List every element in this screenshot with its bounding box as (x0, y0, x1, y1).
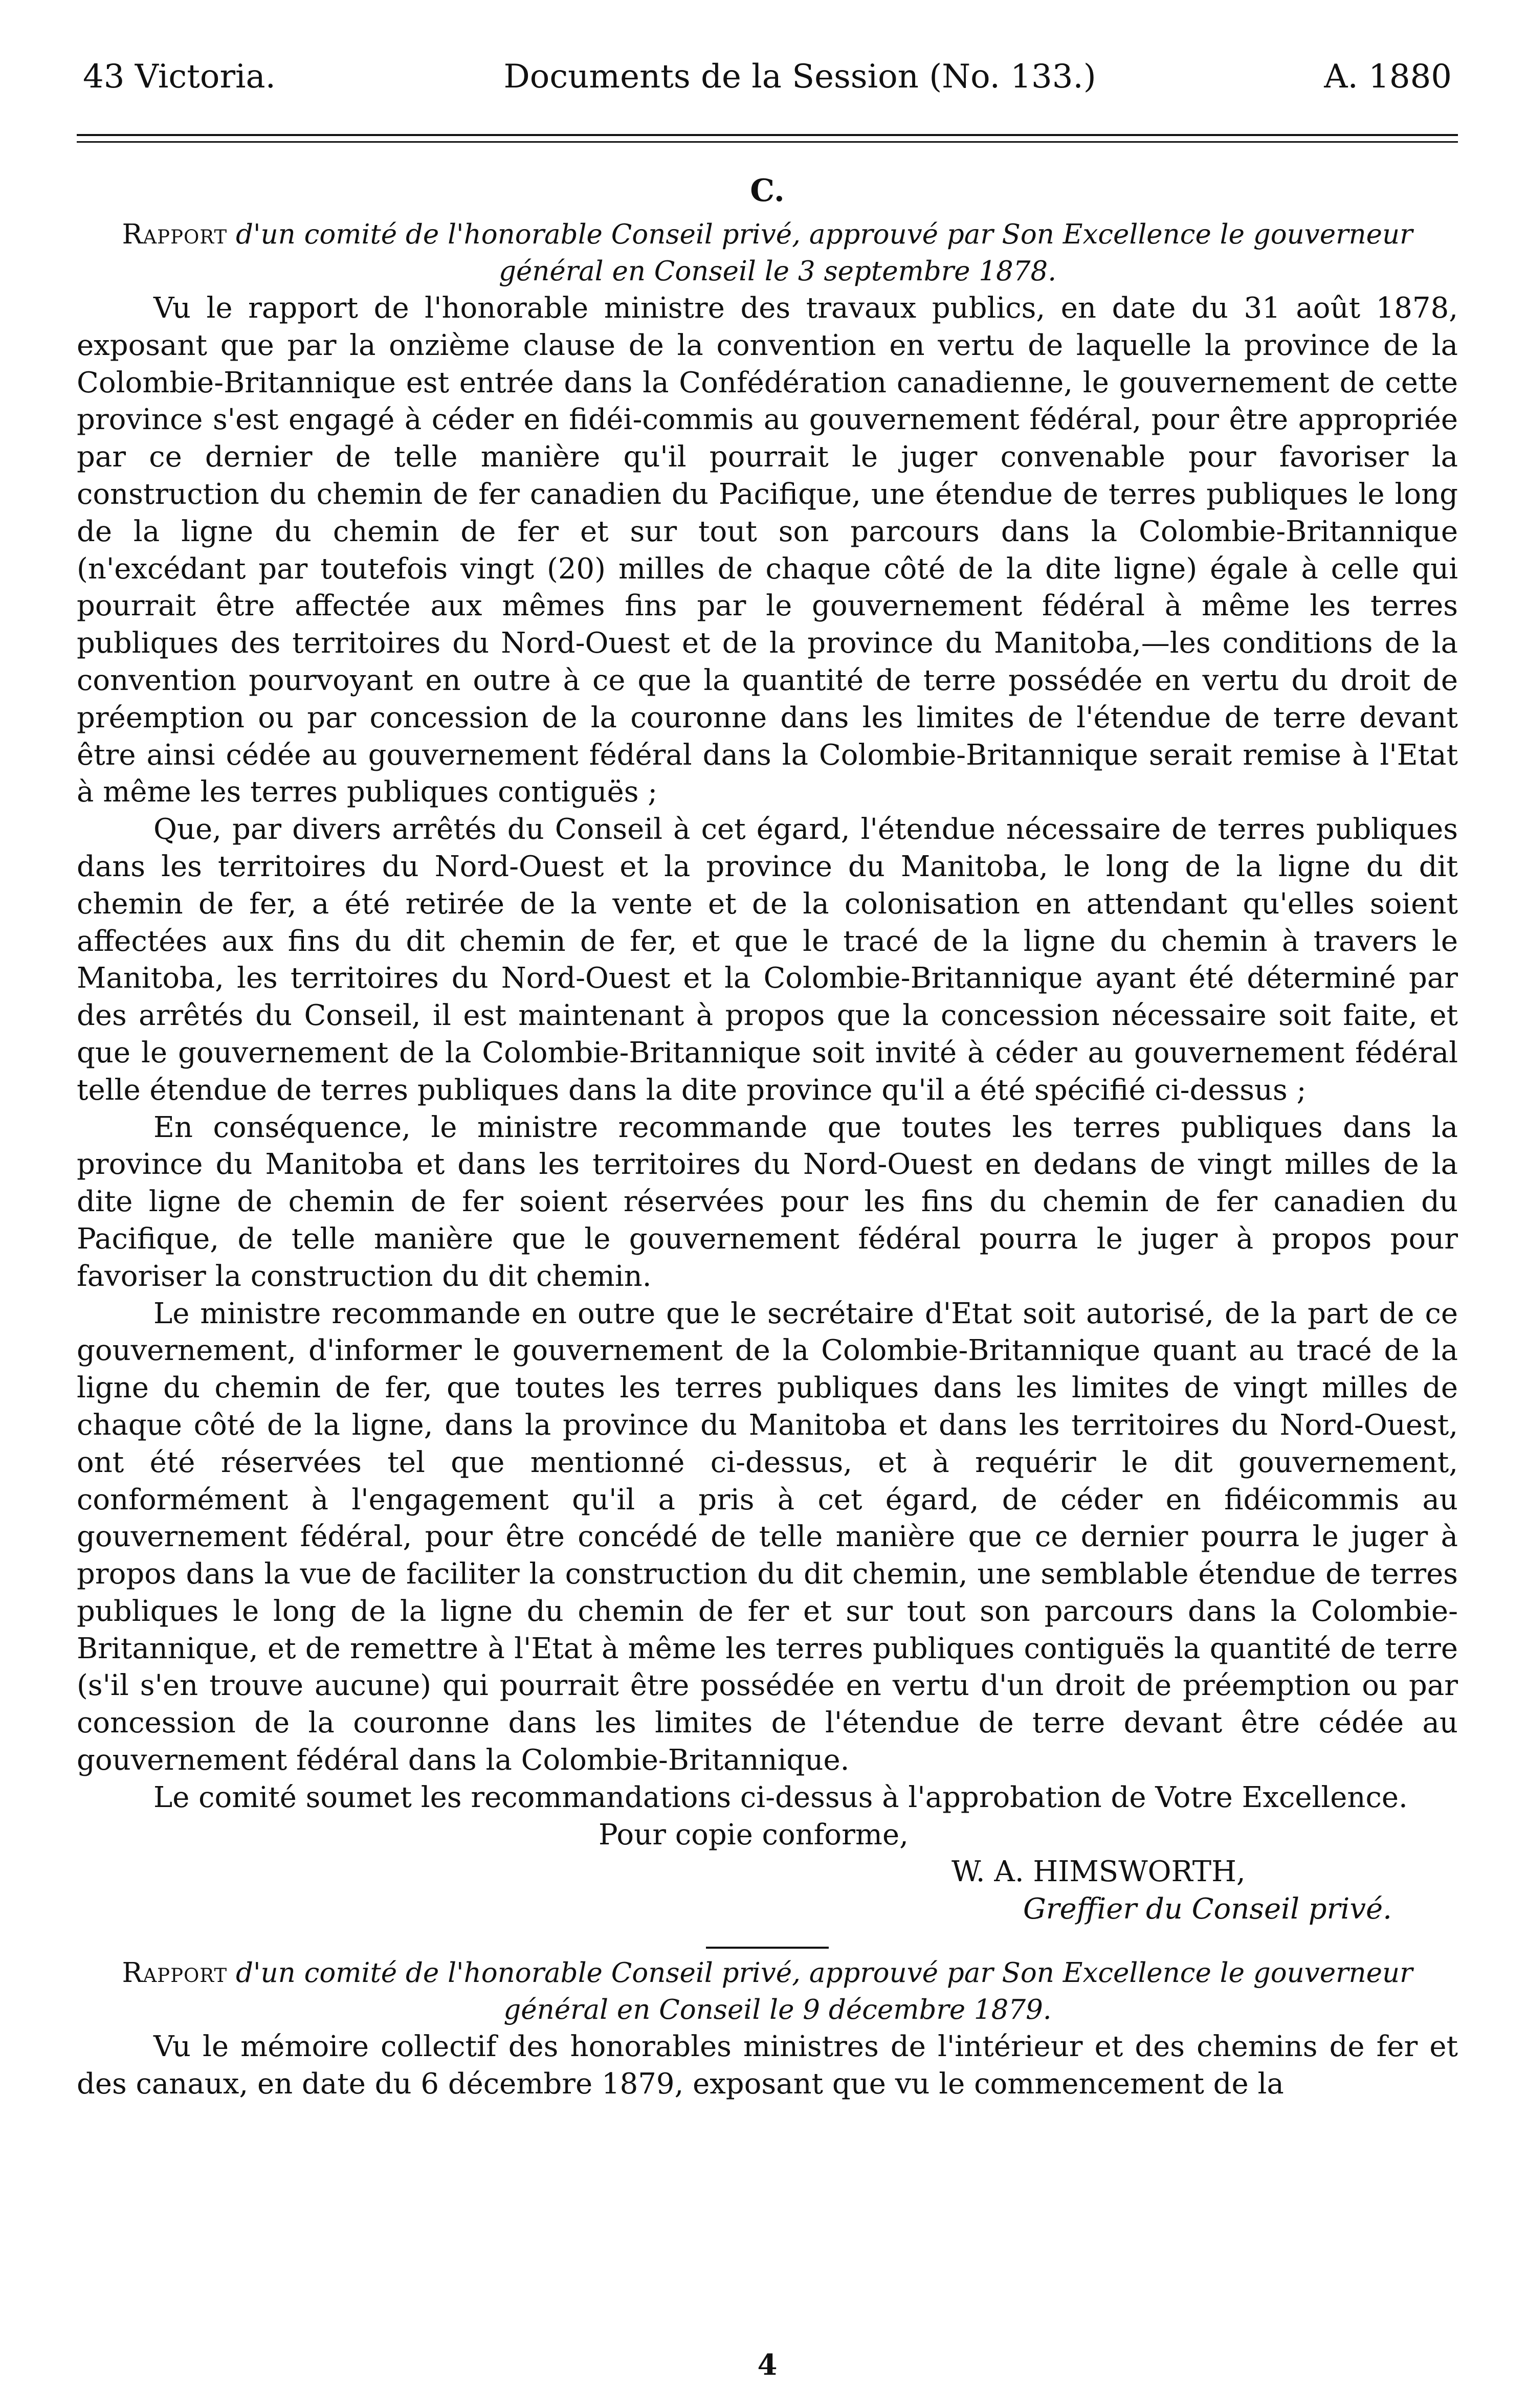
header-double-rule (77, 134, 1458, 143)
report-2-body (77, 2028, 1458, 2103)
report-1-body (77, 290, 1458, 1817)
section-divider-rule (706, 1947, 829, 1949)
report-1-title (97, 216, 1437, 290)
header-regnal-year: 43 Victoria. (83, 58, 276, 96)
report-1-signoff (77, 1817, 1458, 1928)
report-2-title (97, 1955, 1437, 2028)
report-2-title-lead: Rapport (122, 1957, 228, 1989)
report-1-title-lead: Rapport (122, 219, 228, 250)
report-2-paragraph: Vu le mémoire collectif des honorables ministres de l'intérieur et des chemins de fer et des canaux, en date du 6 décembre 1879, exposant que vu le commencement de la (77, 2030, 1458, 2101)
signoff-certification: Pour copie conforme, (599, 1818, 909, 1852)
report-1-paragraph: Que, par divers arrêtés du Conseil à cet égard, l'étendue nécessaire de terres publiques dans les territoires du Nord-Ouest et la province du Manitoba, le long de la ligne du dit chemin de fer, a été retirée de la vente et de la colonisation en attendant qu'elles soient affectées aux fins du dit chemin de fer, et que le tracé de la ligne du chemin à travers le Manitoba, les territoires du Nord-Ouest et la Colombie-Britannique ayant été déterminé par des arrêtés du Conseil, il est maintenant à propos que la concession nécessaire soit faite, et que le gouvernement de la Colombie-Britannique soit invité à céder au gouvernement fédéral telle étendue de terres publiques dans la dite province qu'il a été spécifié ci-dessus ; (77, 813, 1458, 1107)
document-page (77, 51, 1458, 2383)
report-1-paragraph: Vu le rapport de l'honorable ministre des travaux publics, en date du 31 août 1878, exposant que par la onzième clause de la convention en vertu de laquelle la province de la Colombie-Britannique est entrée dans la Confédération canadienne, le gouvernement de cette province s'est engagé à céder en fidéi-commis au gouvernement fédéral, pour être appropriée par ce dernier de telle manière qu'il pourrait le juger convenable pour favoriser la construction du chemin de fer canadien du Pacifique, une étendue de terres publiques le long de la ligne du chemin de fer et sur tout son parcours dans la Colombie-Britannique (n'excédant par toutefois vingt (20) milles de chaque côté de la dite ligne) égale à celle qui pourrait être affectée aux mêmes fins par le gouvernement fédéral à même les terres publiques des territoires du Nord-Ouest et de la province du Manitoba,—les conditions de la convention pourvoyant en outre à ce que la quantité de terre possédée en vertu du droit de préemption ou par concession de la couronne dans les limites de l'étendue de terre devant être ainsi cédée au gouvernement fédéral dans la Colombie-Britannique serait remise à l'Etat à même les terres publiques contiguës ; (77, 292, 1458, 809)
report-1-title-text: d'un comité de l'honorable Conseil privé, approuvé par Son Excellence le gouverneur général en Conseil le 3 septembre 1878. (236, 219, 1413, 287)
signoff-role: Greffier du Conseil privé. (1023, 1892, 1392, 1926)
report-1-paragraph: Le ministre recommande en outre que le secrétaire d'Etat soit autorisé, de la part de ce gouvernement, d'informer le gouvernement de la Colombie-Britannique quant au tracé de la ligne du chemin de fer, que toutes les terres publiques dans les limites de vingt milles de chaque côté de la ligne, dans la province du Manitoba et dans les territoires du Nord-Ouest, ont été réservées tel que mentionné ci-dessus, et à requérir le dit gouvernement, conformément à l'engagement qu'il a pris à cet égard, de céder en fidéicommis au gouvernement fédéral, pour être concédé de telle manière que ce dernier pourra le juger à propos dans la vue de faciliter la construction du dit chemin, une semblable étendue de terres publiques le long de la ligne du chemin de fer et sur tout son parcours dans la Colombie-Britannique, et de remettre à l'Etat à même les terres publiques contiguës la quantité de terre (s'il s'en trouve aucune) qui pourrait être possédée en vertu d'un droit de préemption ou par concession de la couronne dans les limites de l'étendue de terre devant être cédée au gouvernement fédéral dans la Colombie-Britannique. (77, 1297, 1458, 1777)
report-1-paragraph: Le comité soumet les recommandations ci-dessus à l'approbation de Votre Excellence. (153, 1780, 1408, 1814)
page-number: 4 (757, 2348, 778, 2382)
running-header (77, 51, 1458, 102)
header-year: A. 1880 (1324, 58, 1452, 96)
report-2-title-text: d'un comité de l'honorable Conseil privé, approuvé par Son Excellence le gouverneur général en Conseil le 9 décembre 1879. (236, 1957, 1413, 2026)
section-letter: C. (750, 173, 785, 209)
report-1-paragraph: En conséquence, le ministre recommande que toutes les terres publiques dans la province du Manitoba et dans les territoires du Nord-Ouest en dedans de vingt milles de la dite ligne de chemin de fer soient réservées pour les fins du chemin de fer canadien du Pacifique, de telle manière que le gouvernement fédéral pourra le juger à propos pour favoriser la construction du dit chemin. (77, 1110, 1458, 1293)
header-session-title: Documents de la Session (No. 133.) (503, 58, 1096, 96)
signoff-name: W. A. HIMSWORTH, (951, 1855, 1246, 1889)
